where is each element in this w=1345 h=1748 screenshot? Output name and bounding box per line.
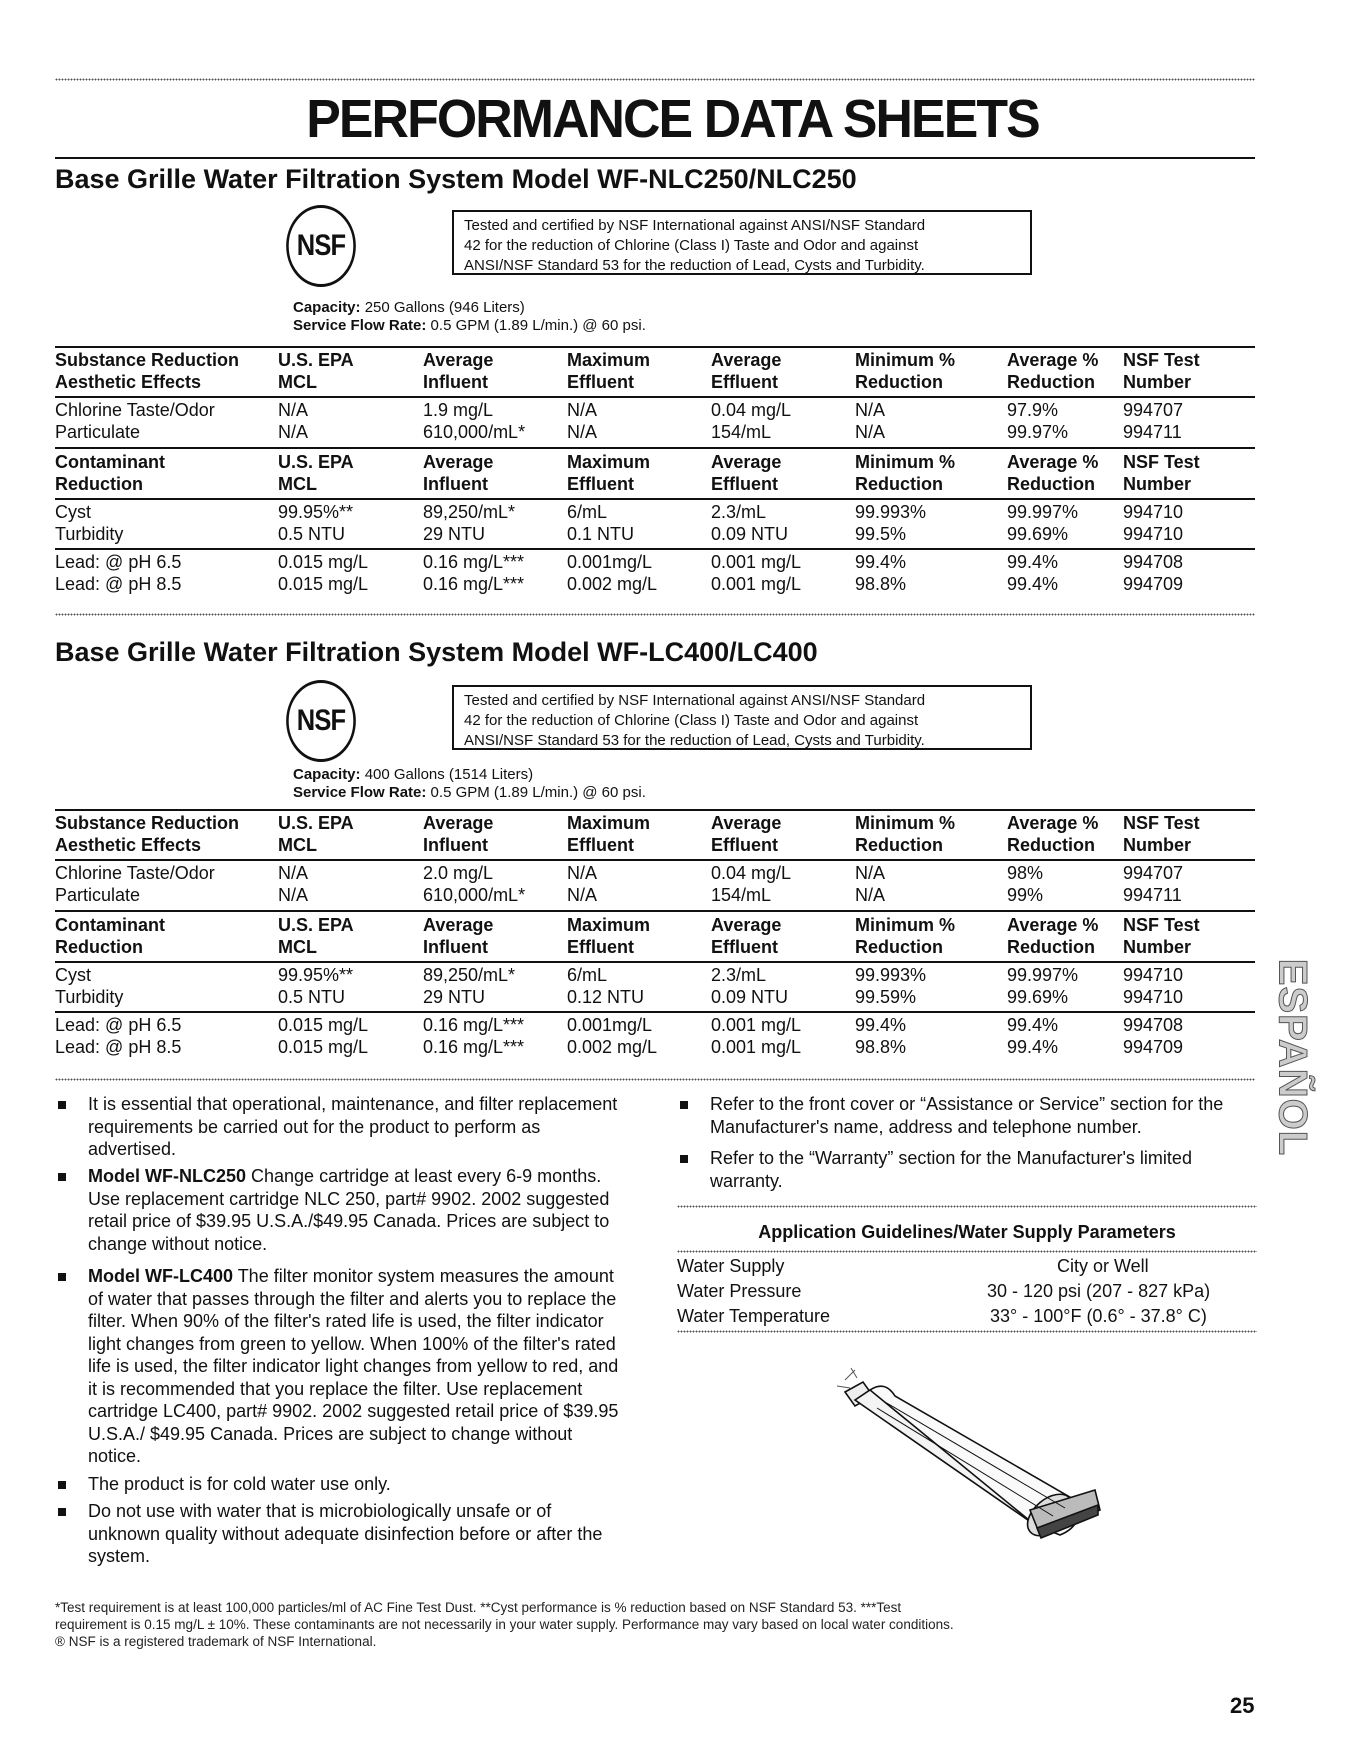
table-cell: 994710	[1123, 965, 1184, 985]
bullet-icon	[680, 1101, 688, 1109]
table-rule	[55, 396, 1255, 398]
table-cell: Particulate	[55, 422, 141, 442]
table-cell: 0.16 mg/L***	[423, 574, 525, 594]
table-cell: Lead: @ pH 6.5	[55, 1015, 182, 1035]
table-cell: Contaminant	[55, 452, 165, 472]
table-cell: 1.9 mg/L	[423, 400, 494, 420]
table-cell: Average %	[1007, 452, 1099, 472]
table-cell: 0.001 mg/L	[711, 552, 802, 572]
table-cell: N/A	[278, 863, 309, 883]
table-cell: U.S. EPA	[278, 452, 354, 472]
section-dotted-rule	[55, 1078, 1255, 1081]
table-cell: Average	[423, 915, 494, 935]
table-rule	[55, 498, 1255, 500]
capacity: Capacity: 250 Gallons (946 Liters)	[293, 299, 525, 316]
table-cell: Reduction	[1007, 937, 1095, 957]
table-cell: Substance Reduction	[55, 350, 240, 370]
page-number: 25	[1230, 1693, 1255, 1718]
table-cell: MCL	[278, 835, 317, 855]
table-cell: Aesthetic Effects	[55, 372, 202, 392]
table-cell: Reduction	[55, 474, 143, 494]
table-cell: Lead: @ pH 6.5	[55, 552, 182, 572]
table-cell: Average	[711, 452, 782, 472]
table-cell: Average	[423, 452, 494, 472]
table-cell: NSF Test	[1123, 915, 1200, 935]
table-cell: 89,250/mL*	[423, 965, 516, 985]
section-dotted-rule	[55, 613, 1255, 616]
table-cell: 99.993%	[855, 965, 927, 985]
table-cell: 994710	[1123, 524, 1184, 544]
table-cell: 2.0 mg/L	[423, 863, 494, 883]
app-guidelines-row: Water Supply City or Well	[677, 1256, 1149, 1276]
table-cell: 98.8%	[855, 574, 907, 594]
section-title: Base Grille Water Filtration System Model WF-LC400/LC400	[55, 637, 818, 667]
bullet-icon	[58, 1101, 66, 1109]
table-cell: Maximum	[567, 350, 651, 370]
table-cell: Contaminant	[55, 915, 165, 935]
table-cell: Reduction	[1007, 372, 1095, 392]
table-cell: N/A	[278, 400, 309, 420]
table-cell: 0.16 mg/L***	[423, 1037, 525, 1057]
table-cell: 98.8%	[855, 1037, 907, 1057]
table-rule	[55, 809, 1255, 811]
table-rule	[55, 548, 1255, 550]
table-rule	[55, 1011, 1255, 1013]
table-cell: 99.69%	[1007, 987, 1069, 1007]
table-cell: Lead: @ pH 8.5	[55, 574, 182, 594]
app-guidelines-row: Water Temperature 33° - 100°F (0.6° - 37.8° C)	[677, 1306, 1207, 1326]
table-cell: Reduction	[55, 937, 143, 957]
table-cell: 994711	[1123, 885, 1182, 905]
title-rule	[55, 157, 1255, 159]
certification-box	[452, 685, 1032, 750]
bullet-item: Model WF-NLC250 Change cartridge at least every 6-9 months. Use replacement cartridge NLC 250, part# 9902. 2002 suggested retail price of $39.95 U.S.A./$49.95 Canada. Prices are subject to change without notice.	[88, 1165, 628, 1255]
cert-line: 42 for the reduction of Chlorine (Class I) Taste and Odor and against	[464, 237, 919, 254]
table-cell: Average	[711, 915, 782, 935]
table-cell: Reduction	[1007, 835, 1095, 855]
table-cell: 6/mL	[567, 502, 608, 522]
table-cell: 99%	[1007, 885, 1044, 905]
table-cell: Reduction	[855, 372, 943, 392]
table-cell: Average %	[1007, 350, 1099, 370]
table-cell: MCL	[278, 474, 317, 494]
bullet-item: Refer to the front cover or “Assistance or Service” section for the Manufacturer's name, address and telephone number.	[710, 1093, 1255, 1138]
cert-line: 42 for the reduction of Chlorine (Class I) Taste and Odor and against	[464, 712, 919, 729]
table-cell: Influent	[423, 835, 488, 855]
table-cell: 994711	[1123, 422, 1182, 442]
table-cell: N/A	[855, 400, 886, 420]
table-cell: 0.5 NTU	[278, 987, 346, 1007]
table-cell: Substance Reduction	[55, 813, 240, 833]
table-cell: 0.001 mg/L	[711, 574, 802, 594]
table-cell: 99.4%	[1007, 552, 1059, 572]
table-cell: Minimum %	[855, 915, 956, 935]
footnote: requirement is 0.15 mg/L ± 10%. These contaminants are not necessarily in your water supply. Performance may vary based on local water conditions.	[55, 1617, 954, 1632]
table-cell: 99.997%	[1007, 965, 1079, 985]
bullet-icon	[58, 1173, 66, 1181]
bullet-icon	[680, 1155, 688, 1163]
table-cell: N/A	[567, 400, 598, 420]
table-cell: N/A	[567, 422, 598, 442]
table-cell: 0.002 mg/L	[567, 1037, 658, 1057]
bullet-item: It is essential that operational, maintenance, and filter replacement requirements be carried out for the product to perform as advertised.	[88, 1093, 628, 1161]
table-cell: 0.09 NTU	[711, 987, 789, 1007]
table-cell: Number	[1123, 474, 1192, 494]
table-cell: 99.5%	[855, 524, 907, 544]
table-cell: Effluent	[711, 474, 778, 494]
certification-box	[452, 210, 1032, 275]
cert-line: Tested and certified by NSF International against ANSI/NSF Standard	[464, 217, 926, 234]
table-cell: 6/mL	[567, 965, 608, 985]
bullet-item: Model WF-LC400 The filter monitor system measures the amount of water that passes through the filter and alerts you to replace the filter. When 90% of the filter's rated life is used, the filter indicator light changes from green to yellow. When 100% of the filter's rated life is used, the filter indicator light changes from yellow to red, and it is recommended that you replace the filter. Use replacement cartridge LC400, part# 9902. 2002 suggested retail price of $39.95 U.S.A./ $49.95 Canada. Prices are subject to change without notice.	[88, 1265, 628, 1468]
table-cell: 994710	[1123, 987, 1184, 1007]
filter-cartridge-image	[815, 1360, 1105, 1545]
table-cell: 994710	[1123, 502, 1184, 522]
table-cell: Average %	[1007, 813, 1099, 833]
table-cell: 99.993%	[855, 502, 927, 522]
table-cell: N/A	[278, 422, 309, 442]
table-cell: 99.97%	[1007, 422, 1069, 442]
table-cell: Number	[1123, 835, 1192, 855]
table-cell: 0.12 NTU	[567, 987, 645, 1007]
service-flow-rate: Service Flow Rate: 0.5 GPM (1.89 L/min.) @ 60 psi.	[293, 317, 646, 334]
table-cell: Average	[711, 813, 782, 833]
table-cell: Average	[423, 350, 494, 370]
table-cell: Chlorine Taste/Odor	[55, 863, 215, 883]
table-cell: Minimum %	[855, 350, 956, 370]
table-cell: 99.69%	[1007, 524, 1069, 544]
table-cell: 2.3/mL	[711, 965, 767, 985]
app-guidelines-row: Water Pressure 30 - 120 psi (207 - 827 kPa)	[677, 1281, 1211, 1301]
table-cell: N/A	[278, 885, 309, 905]
table-cell: 2.3/mL	[711, 502, 767, 522]
table-cell: 98%	[1007, 863, 1044, 883]
table-cell: Particulate	[55, 885, 141, 905]
language-tab-label: ESPAÑOL	[1270, 958, 1315, 1157]
table-cell: U.S. EPA	[278, 813, 354, 833]
table-cell: 99.4%	[1007, 1037, 1059, 1057]
table-cell: 610,000/mL*	[423, 422, 526, 442]
table-cell: 99.59%	[855, 987, 917, 1007]
bullet-item: The product is for cold water use only.	[88, 1473, 628, 1496]
table-cell: Influent	[423, 937, 488, 957]
table-cell: Effluent	[567, 372, 634, 392]
table-cell: Average	[711, 350, 782, 370]
table-cell: 0.001mg/L	[567, 1015, 653, 1035]
table-cell: Average %	[1007, 915, 1099, 935]
table-cell: Average	[423, 813, 494, 833]
bullet-icon	[58, 1508, 66, 1516]
table-cell: 0.001 mg/L	[711, 1015, 802, 1035]
footnote: ® NSF is a registered trademark of NSF International.	[55, 1634, 377, 1649]
table-cell: 994707	[1123, 400, 1184, 420]
table-cell: NSF Test	[1123, 350, 1200, 370]
table-cell: 0.015 mg/L	[278, 574, 369, 594]
footnote: *Test requirement is at least 100,000 particles/ml of AC Fine Test Dust. **Cyst performance is % reduction based on NSF Standard 53. ***Test	[55, 1600, 902, 1615]
table-cell: Number	[1123, 372, 1192, 392]
capacity: Capacity: 400 Gallons (1514 Liters)	[293, 766, 534, 783]
table-cell: 0.5 NTU	[278, 524, 346, 544]
table-cell: N/A	[567, 863, 598, 883]
table-cell: Minimum %	[855, 452, 956, 472]
table-rule	[55, 910, 1255, 912]
table-cell: 154/mL	[711, 422, 772, 442]
app-guidelines-title: Application Guidelines/Water Supply Parameters	[758, 1222, 1176, 1242]
table-cell: NSF Test	[1123, 452, 1200, 472]
table-cell: 0.015 mg/L	[278, 552, 369, 572]
table-cell: 99.95%**	[278, 502, 354, 522]
table-cell: Reduction	[1007, 474, 1095, 494]
table-rule	[55, 961, 1255, 963]
table-cell: Effluent	[711, 372, 778, 392]
table-cell: 610,000/mL*	[423, 885, 526, 905]
table-cell: 0.04 mg/L	[711, 863, 792, 883]
table-cell: 29 NTU	[423, 524, 486, 544]
table-rule	[55, 447, 1255, 449]
table-cell: 0.015 mg/L	[278, 1037, 369, 1057]
table-cell: Maximum	[567, 813, 651, 833]
top-dotted-rule	[55, 78, 1255, 81]
bullet-icon	[58, 1481, 66, 1489]
table-cell: Reduction	[855, 937, 943, 957]
table-cell: N/A	[855, 885, 886, 905]
table-cell: U.S. EPA	[278, 915, 354, 935]
service-flow-rate: Service Flow Rate: 0.5 GPM (1.89 L/min.) @ 60 psi.	[293, 784, 646, 801]
table-cell: N/A	[567, 885, 598, 905]
table-cell: 29 NTU	[423, 987, 486, 1007]
table-cell: 0.16 mg/L***	[423, 1015, 525, 1035]
table-cell: Maximum	[567, 452, 651, 472]
table-cell: 0.1 NTU	[567, 524, 635, 544]
table-cell: Reduction	[855, 835, 943, 855]
table-rule	[55, 859, 1255, 861]
table-cell: N/A	[855, 422, 886, 442]
table-cell: 994708	[1123, 1015, 1184, 1035]
nsf-logo: NSF	[286, 680, 356, 762]
table-cell: Cyst	[55, 502, 91, 522]
table-cell: 99.997%	[1007, 502, 1079, 522]
table-cell: Aesthetic Effects	[55, 835, 202, 855]
table-cell: 99.4%	[1007, 574, 1059, 594]
table-cell: Turbidity	[55, 987, 124, 1007]
dotted-rule	[677, 1205, 1257, 1208]
table-cell: Influent	[423, 474, 488, 494]
table-cell: 99.4%	[1007, 1015, 1059, 1035]
table-cell: 99.95%**	[278, 965, 354, 985]
table-cell: Chlorine Taste/Odor	[55, 400, 215, 420]
table-cell: 0.001mg/L	[567, 552, 653, 572]
cert-line: ANSI/NSF Standard 53 for the reduction of Lead, Cysts and Turbidity.	[464, 257, 925, 274]
table-cell: 0.04 mg/L	[711, 400, 792, 420]
table-cell: 0.09 NTU	[711, 524, 789, 544]
table-cell: Maximum	[567, 915, 651, 935]
table-cell: N/A	[855, 863, 886, 883]
table-cell: Effluent	[567, 835, 634, 855]
dotted-rule	[677, 1330, 1257, 1333]
table-cell: 994708	[1123, 552, 1184, 572]
table-cell: 994707	[1123, 863, 1184, 883]
table-cell: 99.4%	[855, 552, 907, 572]
table-cell: U.S. EPA	[278, 350, 354, 370]
table-cell: 154/mL	[711, 885, 772, 905]
table-cell: Minimum %	[855, 813, 956, 833]
table-cell: 89,250/mL*	[423, 502, 516, 522]
table-cell: MCL	[278, 372, 317, 392]
bullet-icon	[58, 1273, 66, 1281]
table-cell: MCL	[278, 937, 317, 957]
table-cell: Effluent	[711, 937, 778, 957]
table-cell: 994709	[1123, 574, 1184, 594]
table-cell: Lead: @ pH 8.5	[55, 1037, 182, 1057]
cert-line: ANSI/NSF Standard 53 for the reduction of Lead, Cysts and Turbidity.	[464, 732, 925, 749]
table-cell: 0.16 mg/L***	[423, 552, 525, 572]
section-title: Base Grille Water Filtration System Model WF-NLC250/NLC250	[55, 164, 857, 194]
nsf-logo: NSF	[286, 205, 356, 287]
table-rule	[55, 346, 1255, 348]
table-cell: NSF Test	[1123, 813, 1200, 833]
table-cell: 0.001 mg/L	[711, 1037, 802, 1057]
table-cell: Influent	[423, 372, 488, 392]
bullet-item: Refer to the “Warranty” section for the Manufacturer's limited warranty.	[710, 1147, 1255, 1192]
table-cell: 0.002 mg/L	[567, 574, 658, 594]
table-cell: Effluent	[567, 474, 634, 494]
table-cell: 994709	[1123, 1037, 1184, 1057]
dotted-rule	[677, 1250, 1257, 1253]
table-cell: Reduction	[855, 474, 943, 494]
table-cell: Number	[1123, 937, 1192, 957]
table-cell: 97.9%	[1007, 400, 1059, 420]
page-title: PERFORMANCE DATA SHEETS	[306, 89, 1039, 149]
table-cell: Effluent	[567, 937, 634, 957]
table-cell: 0.015 mg/L	[278, 1015, 369, 1035]
table-cell: Turbidity	[55, 524, 124, 544]
bullet-item: Do not use with water that is microbiologically unsafe or of unknown quality without adequate disinfection before or after the system.	[88, 1500, 628, 1568]
table-cell: Cyst	[55, 965, 91, 985]
cert-line: Tested and certified by NSF International against ANSI/NSF Standard	[464, 692, 926, 709]
table-cell: 99.4%	[855, 1015, 907, 1035]
table-cell: Effluent	[711, 835, 778, 855]
